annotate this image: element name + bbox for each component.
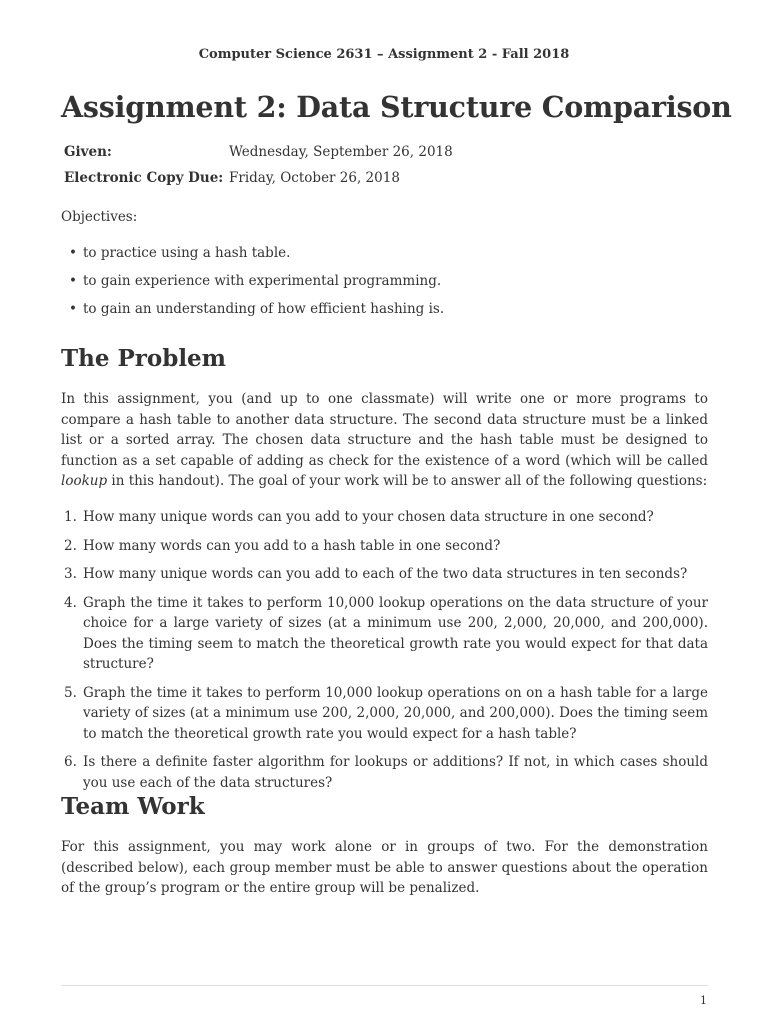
date-value: Wednesday, September 26, 2018 [229, 144, 453, 160]
team-work-paragraph: For this assignment, you may work alone or in groups of two. For the demonstration (described below), each group member must be able to answer questions about the operation of the group’s program or the entire group will be penalized. [61, 839, 708, 896]
list-item: 4. Graph the time it takes to perform 10,000 lookup operations on the data structure of your choice for a large variety of sizes (at a minimum use 200, 2,000, 20,000, and 200,000). Does the timing seem to match the theoretical growth rate you would expect for that data structure? [64, 594, 708, 672]
page-number: 1 [700, 994, 707, 1007]
list-item: • to practice using a hash table. [61, 245, 444, 273]
list-item: 2. How many words can you add to a hash table in one second? [64, 537, 501, 554]
questions-list [61, 507, 708, 801]
question-text: How many unique words can you add to each of the two data structures in ten seconds? [83, 566, 688, 582]
paragraph-text: In this assignment, you (and up to one classmate) will write one or more programs to compare a hash table to another data structure. The second data structure must be a linked list or a sorted array. The chosen data structure and the hash table must be designed to function as a set capable of adding as check for the existence of a word (which will be called [61, 391, 708, 469]
emphasis-text: lookup [61, 473, 108, 489]
list-item: • to gain experience with experimental programming. [61, 273, 444, 301]
problem-paragraph [61, 389, 708, 492]
section-heading-problem: The Problem [61, 345, 227, 372]
section-heading-team-work: Team Work [61, 793, 205, 820]
list-item: 1. How many unique words can you add to your chosen data structure in one second? [64, 509, 654, 525]
question-text: Graph the time it takes to perform 10,000 lookup operations on the data structure of your choice for a large variety of sizes (at a minimum use 200, 2,000, 20,000, and 200,000). Does the timing seem to match the theoretical growth rate you would expect for that data structure? [83, 594, 708, 672]
objectives-label: Objectives: [61, 209, 138, 225]
question-text: How many unique words can you add to your chosen data structure in one second? [83, 509, 654, 525]
list-item: 3. How many unique words can you add to each of the two data structures in ten seconds? [64, 566, 688, 582]
date-value: Friday, October 26, 2018 [229, 170, 400, 186]
date-label: Electronic Copy Due: [64, 170, 224, 186]
question-text: Graph the time it takes to perform 10,000 lookup operations on on a hash table for a large variety of sizes (at a minimum use 200, 2,000, 20,000, and 200,000). Does the timing seem to match the theoretical growth rate you would expect for a hash table? [83, 684, 708, 742]
running-header: Computer Science 2631 – Assignment 2 - Fall 2018 [198, 47, 570, 62]
list-item: • to gain an understanding of how efficient hashing is. [61, 301, 444, 329]
paragraph-text: in this handout). The goal of your work will be to answer all of the following questions: [107, 473, 708, 489]
date-row-given [61, 144, 453, 170]
objectives-list [61, 245, 444, 329]
footer-divider [61, 985, 708, 986]
question-text: Is there a definite faster algorithm for lookups or additions? If not, in which cases should you use each of the data structures? [83, 754, 708, 791]
date-row-due [61, 170, 453, 196]
page-title: Assignment 2: Data Structure Comparison [61, 90, 732, 124]
dates-table [61, 144, 453, 196]
list-item: 6. Is there a definite faster algorithm for lookups or additions? If not, in which cases should you use each of the data structures? [64, 754, 708, 791]
date-label: Given: [64, 144, 112, 160]
list-item: 5. Graph the time it takes to perform 10,000 lookup operations on on a hash table for a large variety of sizes (at a minimum use 200, 2,000, 20,000, and 200,000). Does the timing seem to match the theoretical growth rate you would expect for a hash table? [64, 684, 708, 742]
question-text: How many words can you add to a hash table in one second? [83, 537, 501, 554]
